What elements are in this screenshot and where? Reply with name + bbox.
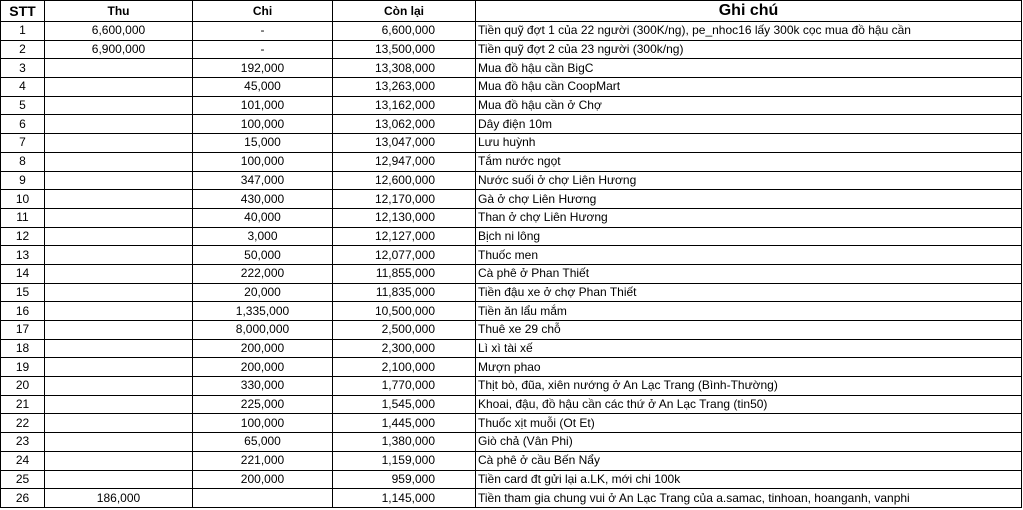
cell-con-lai[interactable]: 1,145,000 — [333, 489, 476, 508]
cell-ghi-chu[interactable]: Cà phê ở Phan Thiết — [476, 264, 1022, 283]
cell-con-lai[interactable]: 13,062,000 — [333, 115, 476, 134]
cell-ghi-chu[interactable]: Lưu huỳnh — [476, 134, 1022, 153]
table-row — [1, 414, 1022, 433]
cell-stt[interactable]: 4 — [1, 78, 45, 97]
cell-con-lai[interactable]: 13,162,000 — [333, 96, 476, 115]
cell-chi[interactable]: 101,000 — [193, 96, 333, 115]
cell-chi[interactable]: 200,000 — [193, 470, 333, 489]
header-thu[interactable]: Thu — [45, 1, 193, 22]
cell-con-lai[interactable]: 13,308,000 — [333, 59, 476, 78]
table-body — [1, 22, 1022, 508]
table-row — [1, 302, 1022, 321]
cell-thu[interactable]: 186,000 — [45, 489, 193, 508]
table-row — [1, 451, 1022, 470]
cell-thu[interactable] — [45, 339, 193, 358]
table-row — [1, 377, 1022, 396]
cell-con-lai[interactable]: 1,380,000 — [333, 433, 476, 452]
cell-con-lai[interactable]: 12,127,000 — [333, 227, 476, 246]
cell-con-lai[interactable]: 13,047,000 — [333, 134, 476, 153]
table-row — [1, 40, 1022, 59]
cell-thu[interactable]: 6,600,000 — [45, 22, 193, 41]
cell-ghi-chu[interactable]: Tiền card đt gửi lại a.LK, mới chi 100k — [476, 470, 1022, 489]
cell-chi[interactable]: - — [193, 22, 333, 41]
table-row — [1, 78, 1022, 97]
cell-stt[interactable]: 6 — [1, 115, 45, 134]
header-stt[interactable]: STT — [1, 1, 45, 22]
cell-chi[interactable]: 100,000 — [193, 414, 333, 433]
cell-ghi-chu[interactable]: Bịch ni lông — [476, 227, 1022, 246]
cell-chi[interactable]: 1,335,000 — [193, 302, 333, 321]
cell-chi[interactable]: 225,000 — [193, 395, 333, 414]
cell-stt[interactable]: 3 — [1, 59, 45, 78]
cell-ghi-chu[interactable]: Khoai, đậu, đồ hậu cần các thứ ở An Lạc Trang (tin50) — [476, 395, 1022, 414]
cell-chi[interactable]: - — [193, 40, 333, 59]
cell-chi[interactable]: 50,000 — [193, 246, 333, 265]
cell-chi[interactable]: 15,000 — [193, 134, 333, 153]
table-row — [1, 395, 1022, 414]
cell-ghi-chu[interactable]: Tiền tham gia chung vui ở An Lạc Trang của a.samac, tinhoan, hoanganh, vanphi — [476, 489, 1022, 508]
cell-chi[interactable]: 100,000 — [193, 115, 333, 134]
cell-ghi-chu[interactable]: Mua đồ hậu cần BigC — [476, 59, 1022, 78]
cell-chi[interactable]: 45,000 — [193, 78, 333, 97]
table-row — [1, 152, 1022, 171]
cell-thu[interactable] — [45, 395, 193, 414]
cell-con-lai[interactable]: 12,600,000 — [333, 171, 476, 190]
cell-stt[interactable]: 17 — [1, 321, 45, 340]
cell-stt[interactable]: 5 — [1, 96, 45, 115]
cell-thu[interactable] — [45, 78, 193, 97]
cell-ghi-chu[interactable]: Nước suối ở chợ Liên Hương — [476, 171, 1022, 190]
cell-thu[interactable] — [45, 190, 193, 209]
cell-chi[interactable]: 20,000 — [193, 283, 333, 302]
cell-stt[interactable]: 7 — [1, 134, 45, 153]
cell-ghi-chu[interactable]: Mua đồ hậu cần CoopMart — [476, 78, 1022, 97]
cell-con-lai[interactable]: 1,159,000 — [333, 451, 476, 470]
cell-chi[interactable]: 40,000 — [193, 208, 333, 227]
header-chi[interactable]: Chi — [193, 1, 333, 22]
cell-ghi-chu[interactable]: Giò chả (Vân Phi) — [476, 433, 1022, 452]
cell-con-lai[interactable]: 2,300,000 — [333, 339, 476, 358]
cell-thu[interactable] — [45, 321, 193, 340]
cell-con-lai[interactable]: 12,947,000 — [333, 152, 476, 171]
table-row — [1, 489, 1022, 508]
cell-stt[interactable]: 20 — [1, 377, 45, 396]
header-con-lai[interactable]: Còn lại — [333, 1, 476, 22]
table-row — [1, 208, 1022, 227]
header-row — [1, 1, 1022, 22]
cell-con-lai[interactable]: 11,855,000 — [333, 264, 476, 283]
cell-ghi-chu[interactable]: Cà phê ở cầu Bến Nẩy — [476, 451, 1022, 470]
cell-chi[interactable]: 8,000,000 — [193, 321, 333, 340]
table-row — [1, 433, 1022, 452]
cell-con-lai[interactable]: 12,130,000 — [333, 208, 476, 227]
cell-stt[interactable]: 13 — [1, 246, 45, 265]
table-row — [1, 264, 1022, 283]
cell-con-lai[interactable]: 12,077,000 — [333, 246, 476, 265]
cell-ghi-chu[interactable]: Thuê xe 29 chỗ — [476, 321, 1022, 340]
cell-ghi-chu[interactable]: Thịt bò, đũa, xiên nướng ở An Lạc Trang (Bình-Thường) — [476, 377, 1022, 396]
cell-thu[interactable] — [45, 283, 193, 302]
cell-con-lai[interactable]: 959,000 — [333, 470, 476, 489]
cell-thu[interactable]: 6,900,000 — [45, 40, 193, 59]
cell-thu[interactable] — [45, 264, 193, 283]
cell-stt[interactable]: 14 — [1, 264, 45, 283]
table-row — [1, 246, 1022, 265]
cell-stt[interactable]: 11 — [1, 208, 45, 227]
cell-con-lai[interactable]: 1,770,000 — [333, 377, 476, 396]
cell-stt[interactable]: 9 — [1, 171, 45, 190]
cell-chi[interactable]: 192,000 — [193, 59, 333, 78]
cell-chi[interactable]: 200,000 — [193, 339, 333, 358]
table-row — [1, 190, 1022, 209]
cell-thu[interactable] — [45, 246, 193, 265]
cell-thu[interactable] — [45, 134, 193, 153]
cell-con-lai[interactable]: 13,263,000 — [333, 78, 476, 97]
cell-thu[interactable] — [45, 414, 193, 433]
cell-stt[interactable]: 26 — [1, 489, 45, 508]
cell-chi[interactable]: 100,000 — [193, 152, 333, 171]
cell-thu[interactable] — [45, 59, 193, 78]
cell-thu[interactable] — [45, 115, 193, 134]
cell-ghi-chu[interactable]: Thuốc xịt muỗi (Ot Et) — [476, 414, 1022, 433]
cell-stt[interactable]: 23 — [1, 433, 45, 452]
cell-stt[interactable]: 22 — [1, 414, 45, 433]
cell-stt[interactable]: 12 — [1, 227, 45, 246]
cell-con-lai[interactable]: 12,170,000 — [333, 190, 476, 209]
cell-thu[interactable] — [45, 302, 193, 321]
table-row — [1, 171, 1022, 190]
cell-thu[interactable] — [45, 433, 193, 452]
table-row — [1, 283, 1022, 302]
cell-stt[interactable]: 21 — [1, 395, 45, 414]
header-ghi-chu[interactable]: Ghi chú — [476, 1, 1022, 22]
cell-chi[interactable]: 347,000 — [193, 171, 333, 190]
table-row — [1, 59, 1022, 78]
cell-ghi-chu[interactable]: Tiền ăn lẩu mắm — [476, 302, 1022, 321]
cell-con-lai[interactable]: 13,500,000 — [333, 40, 476, 59]
cell-stt[interactable]: 10 — [1, 190, 45, 209]
cell-ghi-chu[interactable]: Than ở chợ Liên Hương — [476, 208, 1022, 227]
cell-con-lai[interactable]: 11,835,000 — [333, 283, 476, 302]
cell-chi[interactable]: 221,000 — [193, 451, 333, 470]
table-row — [1, 339, 1022, 358]
cell-thu[interactable] — [45, 208, 193, 227]
cell-ghi-chu[interactable]: Tiền quỹ đợt 1 của 22 người (300K/ng), pe_nhoc16 lấy 300k cọc mua đồ hậu cần — [476, 22, 1022, 41]
cell-con-lai[interactable]: 2,500,000 — [333, 321, 476, 340]
cell-stt[interactable]: 8 — [1, 152, 45, 171]
cell-ghi-chu[interactable]: Mượn phao — [476, 358, 1022, 377]
table-row — [1, 227, 1022, 246]
cell-chi[interactable]: 222,000 — [193, 264, 333, 283]
cell-stt[interactable]: 1 — [1, 22, 45, 41]
cell-ghi-chu[interactable]: Mua đồ hậu cần ở Chợ — [476, 96, 1022, 115]
cell-thu[interactable] — [45, 227, 193, 246]
cell-ghi-chu[interactable]: Tiền đậu xe ở chợ Phan Thiết — [476, 283, 1022, 302]
cell-ghi-chu[interactable]: Tiền quỹ đợt 2 của 23 người (300k/ng) — [476, 40, 1022, 59]
cell-thu[interactable] — [45, 96, 193, 115]
cell-stt[interactable]: 2 — [1, 40, 45, 59]
cell-thu[interactable] — [45, 358, 193, 377]
table-row — [1, 115, 1022, 134]
cell-ghi-chu[interactable]: Thuốc men — [476, 246, 1022, 265]
cell-stt[interactable]: 18 — [1, 339, 45, 358]
cell-ghi-chu[interactable]: Lì xì tài xế — [476, 339, 1022, 358]
cell-thu[interactable] — [45, 377, 193, 396]
cell-chi[interactable]: 65,000 — [193, 433, 333, 452]
cell-thu[interactable] — [45, 171, 193, 190]
cell-chi[interactable]: 430,000 — [193, 190, 333, 209]
table-row — [1, 96, 1022, 115]
cell-con-lai[interactable]: 10,500,000 — [333, 302, 476, 321]
cell-ghi-chu[interactable]: Dây điện 10m — [476, 115, 1022, 134]
table-row — [1, 134, 1022, 153]
cell-con-lai[interactable]: 2,100,000 — [333, 358, 476, 377]
cell-stt[interactable]: 24 — [1, 451, 45, 470]
cell-stt[interactable]: 16 — [1, 302, 45, 321]
cell-thu[interactable] — [45, 152, 193, 171]
cell-chi[interactable] — [193, 489, 333, 508]
cell-chi[interactable]: 3,000 — [193, 227, 333, 246]
table-row — [1, 358, 1022, 377]
cell-con-lai[interactable]: 1,545,000 — [333, 395, 476, 414]
table-row — [1, 22, 1022, 41]
cell-con-lai[interactable]: 6,600,000 — [333, 22, 476, 41]
cell-ghi-chu[interactable]: Tắm nước ngọt — [476, 152, 1022, 171]
cell-ghi-chu[interactable]: Gà ở chợ Liên Hương — [476, 190, 1022, 209]
table-row — [1, 321, 1022, 340]
cell-thu[interactable] — [45, 451, 193, 470]
cell-stt[interactable]: 19 — [1, 358, 45, 377]
cell-chi[interactable]: 330,000 — [193, 377, 333, 396]
cell-stt[interactable]: 25 — [1, 470, 45, 489]
table-row — [1, 470, 1022, 489]
cell-con-lai[interactable]: 1,445,000 — [333, 414, 476, 433]
cell-thu[interactable] — [45, 470, 193, 489]
cell-stt[interactable]: 15 — [1, 283, 45, 302]
cell-chi[interactable]: 200,000 — [193, 358, 333, 377]
